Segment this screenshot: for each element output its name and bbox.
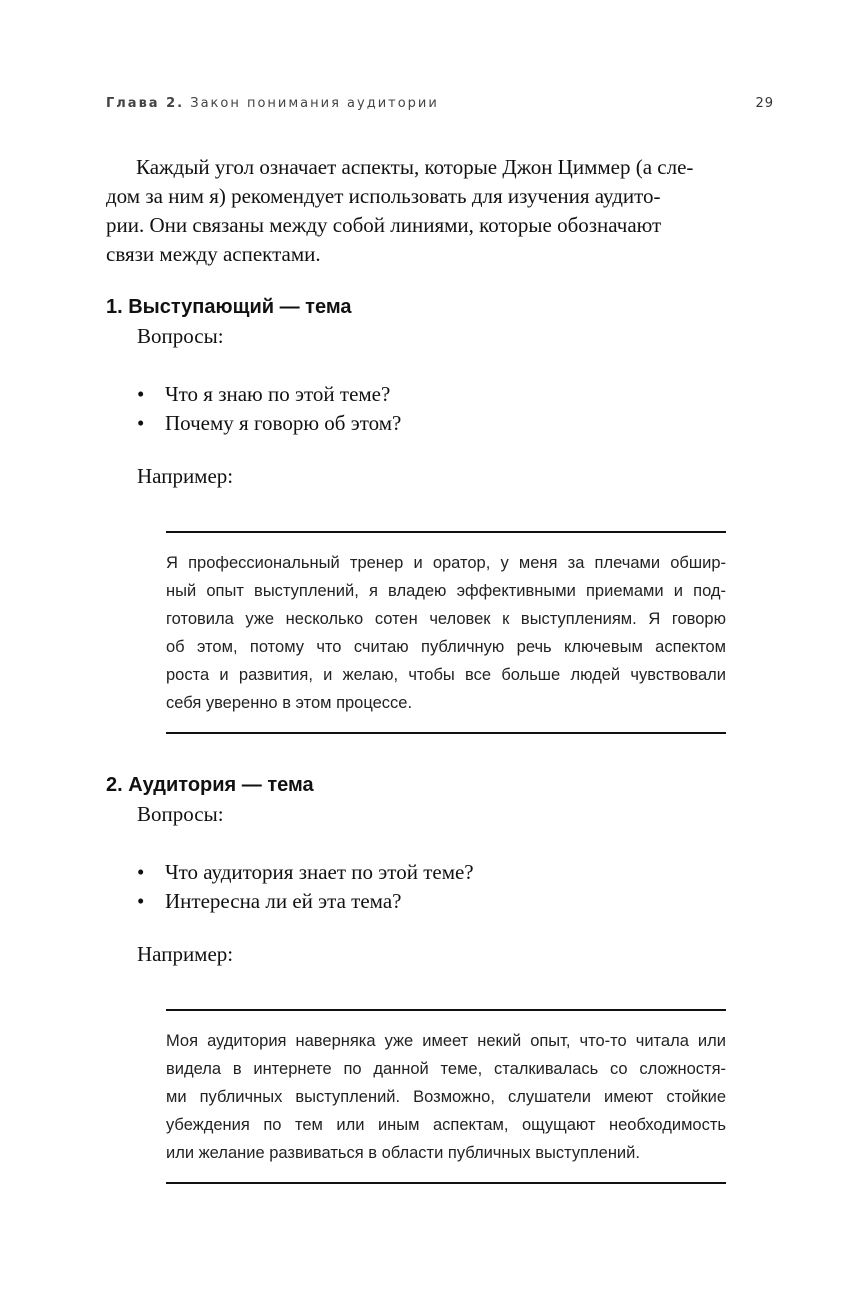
example-line: ный опыт выступлений, я владею эффективными приемами и под- <box>166 582 726 600</box>
running-header <box>106 96 774 116</box>
intro-line: Каждый угол означает аспекты, которые Джон Циммер (а сле- <box>136 155 694 179</box>
bullet-icon: • <box>137 411 145 435</box>
example-label: Например: <box>137 942 234 966</box>
questions-list <box>137 858 474 916</box>
example-box <box>166 549 726 717</box>
intro-line: дом за ним я) рекомендует использовать для изучения аудито- <box>106 184 661 208</box>
section-heading-speaker-topic: 1. Выступающий — тема <box>106 296 352 318</box>
questions-label: Вопросы: <box>137 802 224 826</box>
list-item: • Что я знаю по этой теме? <box>137 380 401 409</box>
intro-line: связи между аспектами. <box>106 242 321 266</box>
example-line: готовила уже несколько сотен человек к выступлениям. Я говорю <box>166 610 726 628</box>
example-line: убеждения по тем или иным аспектам, ощущают необходимость <box>166 1116 726 1134</box>
list-item: • Почему я говорю об этом? <box>137 409 401 438</box>
list-item: • Интересна ли ей эта тема? <box>137 887 474 916</box>
example-line: ми публичных выступлений. Возможно, слушатели имеют стойкие <box>166 1088 726 1106</box>
example-line: себя уверенно в этом процессе. <box>166 694 413 712</box>
bullet-icon: • <box>137 860 145 884</box>
page-number: 29 <box>755 96 774 111</box>
questions-label: Вопросы: <box>137 324 224 348</box>
example-label: Например: <box>137 464 234 488</box>
intro-line: рии. Они связаны между собой линиями, которые обозначают <box>106 213 662 237</box>
divider <box>166 732 726 734</box>
example-line: или желание развиваться в области публичных выступлений. <box>166 1144 640 1162</box>
chapter-title: Закон понимания аудитории <box>190 96 439 111</box>
example-line: Я профессиональный тренер и оратор, у меня за плечами обшир- <box>166 554 726 572</box>
chapter-label: Глава 2. <box>106 96 185 111</box>
divider <box>166 1182 726 1184</box>
section-heading-audience-topic: 2. Аудитория — тема <box>106 774 314 796</box>
list-item: • Что аудитория знает по этой теме? <box>137 858 474 887</box>
bullet-icon: • <box>137 382 145 406</box>
bullet-icon: • <box>137 889 145 913</box>
questions-list <box>137 380 401 438</box>
example-line: Моя аудитория наверняка уже имеет некий опыт, что-то читала или <box>166 1032 726 1050</box>
intro-paragraph <box>106 153 728 269</box>
example-line: роста и развития, и желаю, чтобы все больше людей чувствовали <box>166 666 726 684</box>
example-box <box>166 1027 726 1167</box>
divider <box>166 1009 726 1011</box>
example-line: видела в интернете по данной теме, сталкивалась со сложностя- <box>166 1060 726 1078</box>
example-line: об этом, потому что считаю публичную речь ключевым аспектом <box>166 638 726 656</box>
divider <box>166 531 726 533</box>
